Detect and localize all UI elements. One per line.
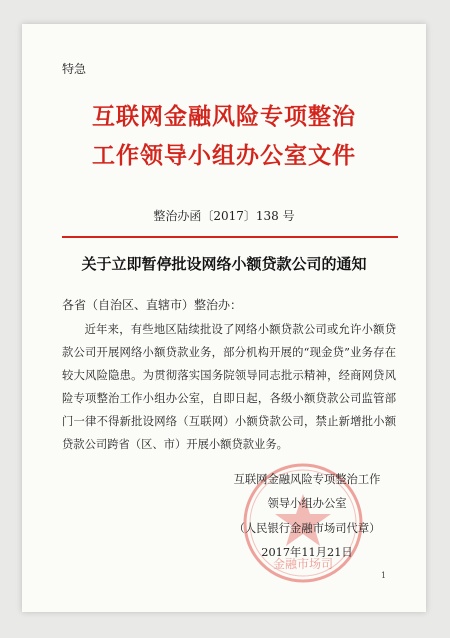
addressee: 各省（自治区、直辖市）整治办： (62, 298, 243, 312)
red-divider (62, 236, 398, 238)
signature-date: 2017年11月21日 (261, 546, 353, 559)
signature-organization-line1: 互联网金融风险专项整治工作 (233, 473, 381, 486)
document-page (22, 24, 426, 612)
document-number: 整治办函〔2017〕138 号 (153, 209, 295, 223)
page-number: 1 (381, 571, 387, 580)
issuing-organization-title-line1: 互联网金融风险专项整治 (92, 103, 356, 130)
svg-text:金融市场司: 金融市场司 (272, 557, 334, 571)
signature-organization-line2: 领导小组办公室 (267, 497, 347, 510)
notice-title: 关于立即暂停批设网络小额贷款公司的通知 (81, 255, 367, 273)
signature-seal-note: （人民银行金融市场司代章） (233, 522, 381, 535)
notice-body: 近年来，有些地区陆续批设了网络小额贷款公司或允许小额贷款公司开展网络小额贷款业务，部分机构开展的“现金贷”业务存在较大风险隐患。为贯彻落实国务院领导同志批示精神，经商网贷风险专项整治工作小组办公室，自即日起，各级小额贷款公司监管部门一律不得新批设网络（互联网）小额贷款公司，禁止新增批小额贷款公司跨省（区、市）开展小额贷款业务。 (62, 323, 396, 451)
urgency-label: 特急 (62, 62, 87, 76)
issuing-organization-title-line2: 工作领导小组办公室文件 (92, 142, 356, 169)
